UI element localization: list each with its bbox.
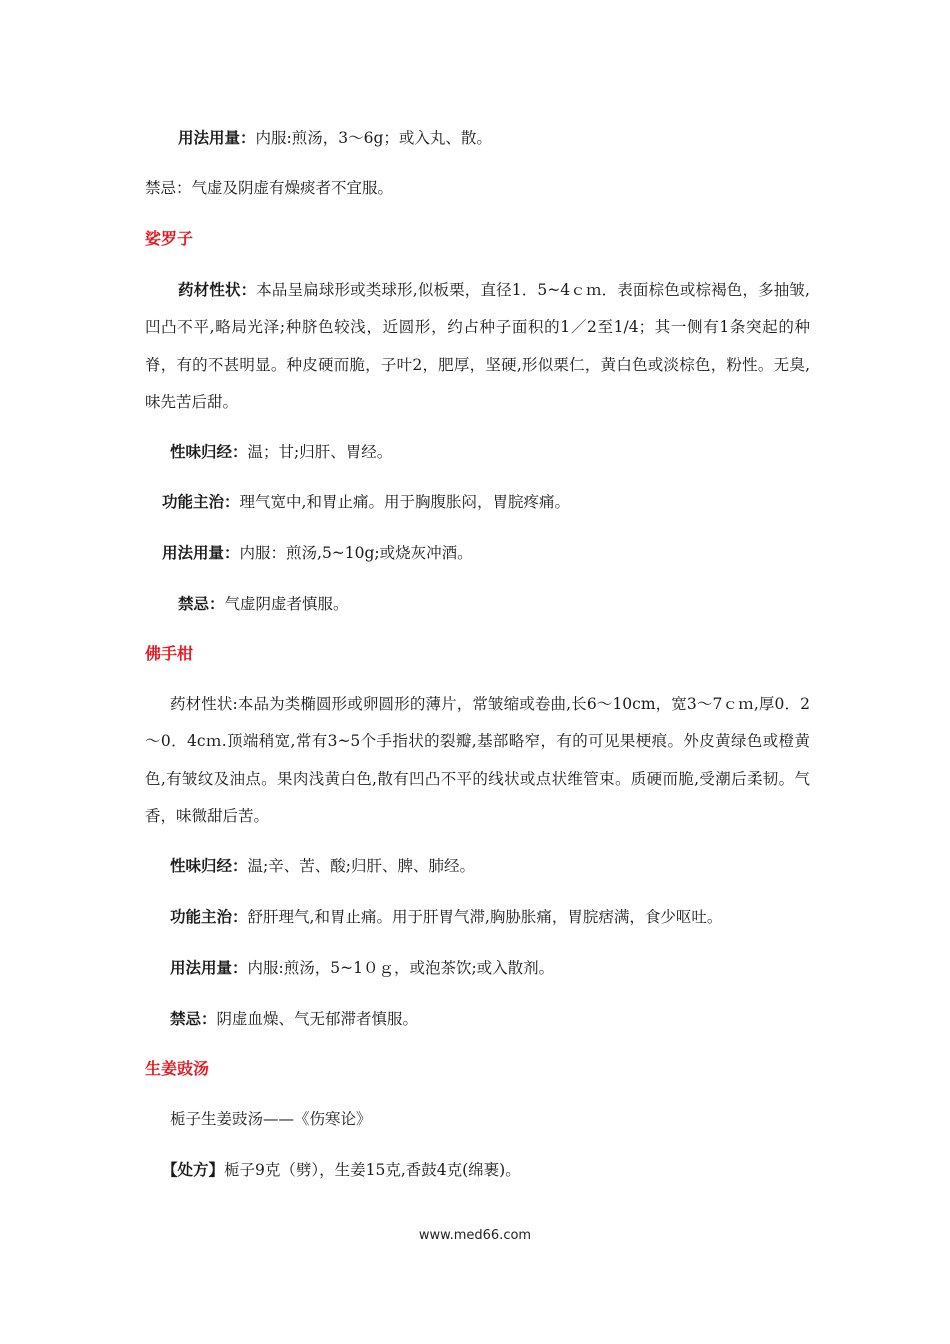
taboo-text: 阴虚血燥、气无郁滞者慎服。 bbox=[216, 1010, 419, 1028]
suoluozi-function-line bbox=[145, 492, 827, 512]
section-heading-suoluozi: 娑罗子 bbox=[145, 229, 194, 248]
section-heading-foshougan: 佛手柑 bbox=[145, 644, 194, 663]
foshougan-properties-paragraph bbox=[145, 686, 810, 835]
footer-site-url: www.med66.com bbox=[418, 1228, 532, 1243]
taboo-label: 禁忌： bbox=[170, 1010, 217, 1028]
usage-label: 用法用量： bbox=[178, 129, 256, 147]
suoluozi-taboo-line bbox=[145, 594, 843, 614]
properties-label: 药材性状： bbox=[178, 281, 257, 299]
usage-label: 用法用量： bbox=[170, 959, 248, 977]
properties-text: 本品呈扁球形或类球形,似板栗，直径1．5~4ｃｍ．表面棕色或棕褐色，多抽皱,凹凸不平,略局光泽;种脐色较浅，近圆形，约占种子面积的1／2至1/4；其一侧有1条突起的种脊，有的不甚明显。种皮硬而脆，子叶2，肥厚，坚硬,形似栗仁，黄白色或淡棕色，粉性。无臭,味先苦后甜。 bbox=[145, 281, 810, 411]
taste-text: 温；甘;归肝、胃经。 bbox=[247, 443, 393, 461]
shengjiang-recipe-line bbox=[145, 1160, 827, 1180]
shengjiang-source-line bbox=[145, 1109, 835, 1129]
usage-line-1 bbox=[145, 128, 843, 148]
section-heading-shengjiang: 生姜豉汤 bbox=[145, 1059, 210, 1078]
usage-text: 内服：煎汤,5~10g;或烧灰冲酒。 bbox=[239, 544, 473, 562]
recipe-text: 栀子9克（劈），生姜15克,香鼓4克(绵裹)。 bbox=[224, 1161, 521, 1179]
function-text: 舒肝理气,和胃止痛。用于肝胃气滞,胸胁胀痛，胃脘痞满，食少呕吐。 bbox=[247, 908, 723, 926]
taboo-label: 禁忌： bbox=[178, 595, 225, 613]
foshougan-taboo-line bbox=[145, 1009, 835, 1029]
taboo-text: 禁忌：气虚及阴虚有燥痰者不宜服。 bbox=[145, 179, 394, 197]
suoluozi-taste-line bbox=[145, 442, 835, 462]
taboo-line-1 bbox=[145, 178, 810, 198]
suoluozi-properties-paragraph bbox=[145, 272, 810, 421]
taboo-text: 气虚阴虚者慎服。 bbox=[224, 595, 349, 613]
function-label: 功能主治： bbox=[162, 493, 240, 511]
source-text: 栀子生姜豉汤——《伤寒论》 bbox=[170, 1110, 372, 1128]
foshougan-function-line bbox=[145, 907, 835, 927]
taste-label: 性味归经： bbox=[170, 857, 248, 875]
suoluozi-usage-line bbox=[145, 543, 827, 563]
foshougan-taste-line bbox=[145, 856, 835, 876]
usage-text: 内服:煎汤，5~1０ｇ，或泡茶饮;或入散剂。 bbox=[247, 959, 555, 977]
properties-text: 药材性状:本品为类椭圆形或卵圆形的薄片，常皱缩或卷曲,长6～10cm，宽3～7ｃｍ,厚0．2～0．4cｍ.顶端稍宽,常有3~5个手指状的裂瓣,基部略窄，有的可见果梗痕。外皮黄绿色或橙黄色,有皱纹及油点。果肉浅黄白色,散有凹凸不平的线状或点状维管束。质硬而脆,受潮后柔韧。气香，味微甜后苦。 bbox=[145, 695, 810, 825]
usage-label: 用法用量： bbox=[162, 544, 240, 562]
foshougan-usage-line bbox=[145, 958, 835, 978]
usage-text: 内服:煎汤，3～6g；或入丸、散。 bbox=[255, 129, 492, 147]
function-label: 功能主治： bbox=[170, 908, 248, 926]
taste-label: 性味归经： bbox=[170, 443, 248, 461]
taste-text: 温;辛、苦、酸;归肝、脾、肺经。 bbox=[247, 857, 475, 875]
recipe-label: 【处方】 bbox=[162, 1161, 225, 1179]
function-text: 理气宽中,和胃止痛。用于胸腹胀闷，胃脘疼痛。 bbox=[239, 493, 570, 511]
